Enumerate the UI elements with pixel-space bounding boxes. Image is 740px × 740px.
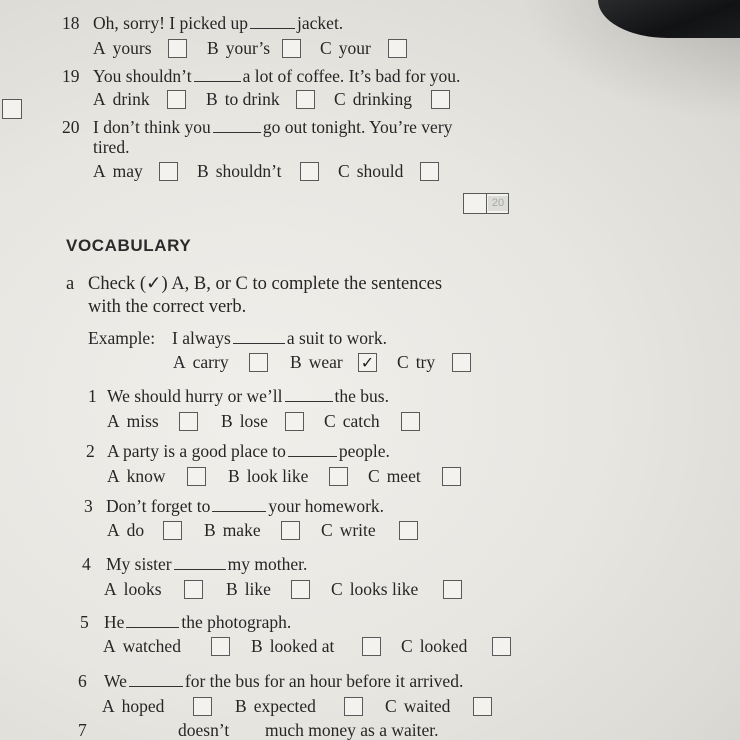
option-c-checkbox <box>442 467 461 486</box>
option-text: looks like <box>349 579 419 599</box>
option-letter: A <box>104 579 117 599</box>
example-label: Example: <box>88 328 156 348</box>
option-letter: A <box>93 161 106 181</box>
question-number: 3 <box>84 496 93 516</box>
option-letter: A <box>107 520 120 540</box>
question-number: 1 <box>88 386 97 406</box>
option-c-label <box>334 89 412 109</box>
question-stem: doesn’t <box>178 720 230 740</box>
example-question <box>0 328 740 348</box>
score-box <box>463 193 509 214</box>
option-b-checkbox: ✓ <box>358 353 377 372</box>
option-text: lose <box>239 411 268 431</box>
option-text: looked at <box>269 636 335 656</box>
option-text: yours <box>112 38 152 58</box>
option-a-checkbox <box>168 39 187 58</box>
question-ending: for the bus for an hour before it arrived. <box>184 671 464 691</box>
options-20 <box>0 161 740 181</box>
question-number: 4 <box>82 554 91 574</box>
option-text: waited <box>403 696 451 716</box>
instructions-text: with the correct verb. <box>88 297 247 317</box>
options-18 <box>0 38 740 58</box>
option-a-checkbox <box>193 697 212 716</box>
option-a-checkbox <box>159 162 178 181</box>
option-letter: A <box>107 466 120 486</box>
option-text: hoped <box>121 696 165 716</box>
option-a-label <box>107 520 144 540</box>
answer-blank <box>129 674 183 687</box>
question-sentence <box>107 386 389 406</box>
option-letter: C <box>397 352 409 372</box>
option-text: to drink <box>224 89 280 109</box>
option-c-checkbox <box>492 637 511 656</box>
question-continuation: tired. <box>93 137 130 157</box>
answer-blank <box>288 444 337 457</box>
option-b-label <box>204 520 261 540</box>
question-stem: Don’t forget to <box>106 496 211 516</box>
option-a-label <box>93 38 152 58</box>
question-18 <box>0 13 740 33</box>
option-b-label <box>221 411 268 431</box>
option-letter: A <box>103 636 116 656</box>
question-ending: my mother. <box>227 554 308 574</box>
question-sentence <box>93 66 460 86</box>
question-20-continuation <box>0 137 740 157</box>
options-19 <box>0 89 740 109</box>
vocab-question-2 <box>0 441 740 461</box>
instructions-text: Check (✓) A, B, or C to complete the sentences <box>88 274 443 294</box>
question-ending: go out tonight. You’re very <box>262 117 453 137</box>
option-text: do <box>126 520 145 540</box>
option-text: may <box>112 161 143 181</box>
instructions-line-1 <box>0 274 740 294</box>
question-sentence <box>93 13 343 33</box>
option-letter: B <box>290 352 302 372</box>
question-number: 20 <box>62 117 80 137</box>
question-19 <box>0 66 740 86</box>
option-a-checkbox <box>187 467 206 486</box>
option-a-label <box>93 161 143 181</box>
option-letter: C <box>385 696 397 716</box>
question-number: 19 <box>62 66 80 86</box>
answer-blank <box>126 615 179 628</box>
option-a-label <box>102 696 164 716</box>
option-a-checkbox <box>211 637 230 656</box>
option-c-label <box>321 520 376 540</box>
question-number: 2 <box>86 441 95 461</box>
option-a-checkbox <box>163 521 182 540</box>
question-stem: A party is a good place to <box>107 441 286 461</box>
example-options <box>0 352 740 372</box>
option-b-label <box>235 696 316 716</box>
option-c-checkbox <box>401 412 420 431</box>
question-ending: much money as a waiter. <box>265 720 439 740</box>
question-sentence <box>104 671 463 691</box>
question-number: 6 <box>78 671 87 691</box>
option-letter: A <box>93 38 106 58</box>
question-number: 5 <box>80 612 89 632</box>
option-text: wear <box>308 352 343 372</box>
option-letter: C <box>321 520 333 540</box>
option-text: should <box>356 161 404 181</box>
option-c-label <box>338 161 403 181</box>
option-c-label <box>331 579 418 599</box>
option-a-label <box>103 636 181 656</box>
option-c-checkbox <box>452 353 471 372</box>
option-letter: B <box>226 579 238 599</box>
question-ending: the photograph. <box>181 612 292 632</box>
vocab-options-6 <box>0 696 740 716</box>
option-b-label <box>197 161 281 181</box>
part-letter: a <box>66 274 75 294</box>
option-letter: C <box>338 161 350 181</box>
answer-blank <box>174 557 226 570</box>
vocab-options-2 <box>0 466 740 486</box>
option-letter: C <box>368 466 380 486</box>
question-sentence <box>106 554 307 574</box>
vocab-question-3 <box>0 496 740 516</box>
option-b-label <box>228 466 308 486</box>
vocab-question-7-partial <box>0 720 740 740</box>
option-text: your <box>338 38 371 58</box>
question-20 <box>0 117 740 137</box>
option-letter: B <box>251 636 263 656</box>
option-letter: C <box>324 411 336 431</box>
option-b-checkbox <box>282 39 301 58</box>
option-letter: C <box>401 636 413 656</box>
option-b-checkbox <box>362 637 381 656</box>
question-ending: a suit to work. <box>286 328 387 348</box>
option-text: drinking <box>352 89 412 109</box>
option-text: shouldn’t <box>215 161 282 181</box>
option-letter: C <box>334 89 346 109</box>
option-text: look like <box>246 466 309 486</box>
question-ending: people. <box>338 441 390 461</box>
option-letter: B <box>204 520 216 540</box>
question-stem: My sister <box>106 554 172 574</box>
answer-blank <box>233 331 285 344</box>
option-a-checkbox <box>179 412 198 431</box>
option-letter: B <box>197 161 209 181</box>
option-text: like <box>244 579 271 599</box>
option-b-checkbox <box>285 412 304 431</box>
option-text: try <box>415 352 436 372</box>
question-stem: I don’t think you <box>93 117 211 137</box>
answer-blank <box>250 16 295 29</box>
option-letter: B <box>228 466 240 486</box>
option-a-checkbox <box>167 90 186 109</box>
option-b-checkbox <box>281 521 300 540</box>
question-ending: jacket. <box>297 13 344 33</box>
vocab-options-3 <box>0 520 740 540</box>
option-b-label <box>207 38 270 58</box>
option-letter: C <box>331 579 343 599</box>
vocab-options-5 <box>0 636 740 656</box>
option-text: carry <box>192 352 229 372</box>
option-letter: C <box>320 38 332 58</box>
answer-blank <box>285 389 333 402</box>
option-c-label <box>320 38 371 58</box>
question-stem: You shouldn’t <box>93 66 192 86</box>
vocab-question-4 <box>0 554 740 574</box>
option-b-label <box>226 579 271 599</box>
option-letter: B <box>221 411 233 431</box>
option-b-label <box>206 89 280 109</box>
option-c-checkbox <box>388 39 407 58</box>
option-letter: A <box>173 352 186 372</box>
question-ending: your homework. <box>268 496 385 516</box>
option-letter: B <box>207 38 219 58</box>
option-b-checkbox <box>291 580 310 599</box>
question-sentence <box>107 441 390 461</box>
option-text: looks <box>123 579 162 599</box>
option-a-label <box>93 89 150 109</box>
question-number: 18 <box>62 13 80 33</box>
option-text: miss <box>126 411 159 431</box>
option-c-label <box>324 411 380 431</box>
question-stem: He <box>104 612 125 632</box>
option-letter: B <box>235 696 247 716</box>
option-b-label <box>251 636 334 656</box>
option-c-label <box>397 352 435 372</box>
option-letter: A <box>93 89 106 109</box>
option-b-checkbox <box>329 467 348 486</box>
question-stem: We should hurry or we’ll <box>107 386 283 406</box>
option-text: meet <box>386 466 421 486</box>
option-c-checkbox <box>443 580 462 599</box>
option-a-checkbox <box>184 580 203 599</box>
vocab-question-5 <box>0 612 740 632</box>
vocab-options-4 <box>0 579 740 599</box>
instructions-line-2 <box>0 297 740 317</box>
question-stem: Oh, sorry! I picked up <box>93 13 249 33</box>
option-a-checkbox <box>249 353 268 372</box>
option-c-label <box>385 696 450 716</box>
option-letter: A <box>102 696 115 716</box>
answer-blank <box>212 499 266 512</box>
option-c-checkbox <box>399 521 418 540</box>
option-text: know <box>126 466 166 486</box>
option-text: your’s <box>225 38 271 58</box>
answer-blank <box>194 69 241 82</box>
option-a-label <box>104 579 162 599</box>
option-a-label <box>173 352 229 372</box>
option-c-label <box>368 466 421 486</box>
option-b-checkbox <box>300 162 319 181</box>
option-b-label <box>290 352 343 372</box>
option-c-checkbox <box>473 697 492 716</box>
section-heading: VOCABULARY <box>66 236 192 255</box>
vocab-options-1 <box>0 411 740 431</box>
option-text: make <box>222 520 261 540</box>
option-c-checkbox <box>431 90 450 109</box>
option-c-label <box>401 636 467 656</box>
option-text: drink <box>112 89 150 109</box>
option-letter: B <box>206 89 218 109</box>
question-number: 7 <box>78 720 87 740</box>
question-stem: I always <box>172 328 231 348</box>
vocab-question-1 <box>0 386 740 406</box>
option-a-label <box>107 466 166 486</box>
option-text: catch <box>342 411 380 431</box>
option-b-checkbox <box>344 697 363 716</box>
option-text: expected <box>253 696 316 716</box>
answer-blank <box>213 120 261 133</box>
option-text: write <box>339 520 376 540</box>
option-b-checkbox <box>296 90 315 109</box>
option-c-checkbox <box>420 162 439 181</box>
score-total: 20 <box>488 196 508 211</box>
option-text: watched <box>122 636 181 656</box>
vocab-question-6 <box>0 671 740 691</box>
question-ending: a lot of coffee. It’s bad for you. <box>242 66 461 86</box>
question-sentence <box>93 117 452 137</box>
question-sentence <box>172 328 387 348</box>
question-sentence <box>106 496 384 516</box>
question-ending: the bus. <box>334 386 389 406</box>
option-letter: A <box>107 411 120 431</box>
option-a-label <box>107 411 159 431</box>
question-stem: We <box>104 671 127 691</box>
question-sentence <box>104 612 291 632</box>
option-text: looked <box>419 636 468 656</box>
